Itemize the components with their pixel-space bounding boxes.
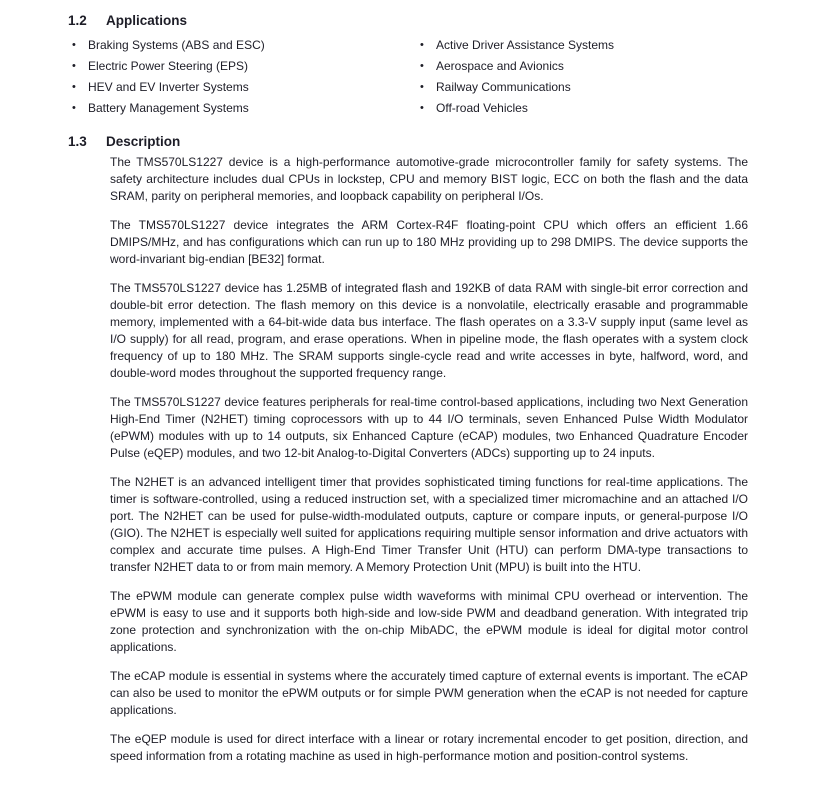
bullet-dot-icon: • — [72, 102, 76, 114]
applications-bullet-columns — [72, 35, 816, 119]
bullet-item-label: Aerospace and Avionics — [436, 59, 564, 73]
description-paragraph: The TMS570LS1227 device integrates the ARM Cortex-R4F floating-point CPU which offers an efficient 1.66 DMIPS/MHz, and has configurations which can run up to 180 MHz providing up to 298 DMIPS. The device supports the word-invariant big-endian [BE32] format. — [110, 218, 748, 266]
bullet-dot-icon: • — [420, 81, 424, 93]
application-bullet-item — [420, 77, 816, 98]
description-paragraph: The eQEP module is used for direct interface with a linear or rotary incremental encoder to get position, direction, and speed information from a rotating machine as used in high-performance motion and position-control systems. — [110, 732, 748, 763]
applications-section-title: Applications — [106, 13, 188, 28]
bullet-item-label: HEV and EV Inverter Systems — [88, 80, 249, 94]
applications-section-number: 1.2 — [68, 13, 87, 28]
bullet-item-label: Off-road Vehicles — [436, 101, 528, 115]
description-section-number: 1.3 — [68, 134, 87, 149]
application-bullet-item — [72, 98, 420, 119]
applications-list-left — [72, 35, 420, 119]
bullet-dot-icon: • — [72, 60, 76, 72]
bullet-item-label: Active Driver Assistance Systems — [436, 38, 615, 52]
application-bullet-item — [72, 56, 420, 77]
applications-heading — [68, 12, 816, 29]
bullet-item-label: Braking Systems (ABS and ESC) — [88, 38, 265, 52]
description-paragraph: The N2HET is an advanced intelligent timer that provides sophisticated timing functions for real-time applications. The timer is software-controlled, using a reduced instruction set, with a specialized timer micromachine and an attached I/O port. The N2HET can be used for pulse-width-modulated outputs, capture or compare inputs, or general-purpose I/O (GIO). The N2HET is especially well suited for applications requiring multiple sensor information and drive actuators with complex and accurate time pulses. A High-End Timer Transfer Unit (HTU) can perform DMA-type transactions to transfer N2HET data to or from main memory. A Memory Protection Unit (MPU) is built into the HTU. — [110, 475, 748, 574]
application-bullet-item — [420, 56, 816, 77]
applications-list-right — [420, 35, 816, 119]
bullet-dot-icon: • — [420, 102, 424, 114]
bullet-dot-icon: • — [72, 39, 76, 51]
description-paragraph: The TMS570LS1227 device features peripherals for real-time control-based applications, including two Next Generation High-End Timer (N2HET) timing coprocessors with up to 44 I/O terminals, seven Enhanced Pulse Width Modulator (ePWM) modules with up to 14 outputs, six Enhanced Capture (eCAP) modules, two Enhanced Quadrature Encoder Pulse (eQEP) modules, and two 12-bit Analog-to-Digital Converters (ADCs) supporting up to 24 inputs. — [110, 395, 748, 460]
application-bullet-item — [72, 77, 420, 98]
bullet-dot-icon: • — [420, 60, 424, 72]
description-paragraphs — [110, 154, 748, 765]
bullet-dot-icon: • — [420, 39, 424, 51]
bullet-item-label: Battery Management Systems — [88, 101, 249, 115]
application-bullet-item — [420, 35, 816, 56]
application-bullet-item — [72, 35, 420, 56]
bullet-dot-icon: • — [72, 81, 76, 93]
description-heading — [68, 133, 816, 150]
description-paragraph: The ePWM module can generate complex pulse width waveforms with minimal CPU overhead or intervention. The ePWM is easy to use and it supports both high-side and low-side PWM and deadband generation. With integrated trip zone protection and synchronization with the on-chip MibADC, the ePWM module is ideal for digital motor control applications. — [110, 589, 748, 654]
description-paragraph: The eCAP module is essential in systems where the accurately timed capture of external events is important. The eCAP can also be used to monitor the ePWM outputs or for simple PWM generation when the eCAP is not needed for capture applications. — [110, 669, 748, 717]
application-bullet-item — [420, 98, 816, 119]
bullet-item-label: Electric Power Steering (EPS) — [88, 59, 249, 73]
bullet-item-label: Railway Communications — [436, 80, 571, 94]
description-paragraph: The TMS570LS1227 device is a high-performance automotive-grade microcontroller family for safety systems. The safety architecture includes dual CPUs in lockstep, CPU and memory BIST logic, ECC on both the flash and the data SRAM, parity on peripheral memories, and loopback capability on peripheral I/Os. — [110, 155, 748, 203]
description-section-title: Description — [106, 134, 181, 149]
description-paragraph: The TMS570LS1227 device has 1.25MB of integrated flash and 192KB of data RAM with single-bit error correction and double-bit error detection. The flash memory on this device is a nonvolatile, electrically erasable and programmable memory, implemented with a 64-bit-wide data bus interface. The flash operates on a 3.3-V supply input (same level as I/O supply) for all read, program, and erase operations. When in pipeline mode, the flash operates with a system clock frequency of up to 180 MHz. The SRAM supports single-cycle read and write accesses in byte, halfword, word, and double-word modes throughout the supported frequency range. — [110, 281, 748, 380]
